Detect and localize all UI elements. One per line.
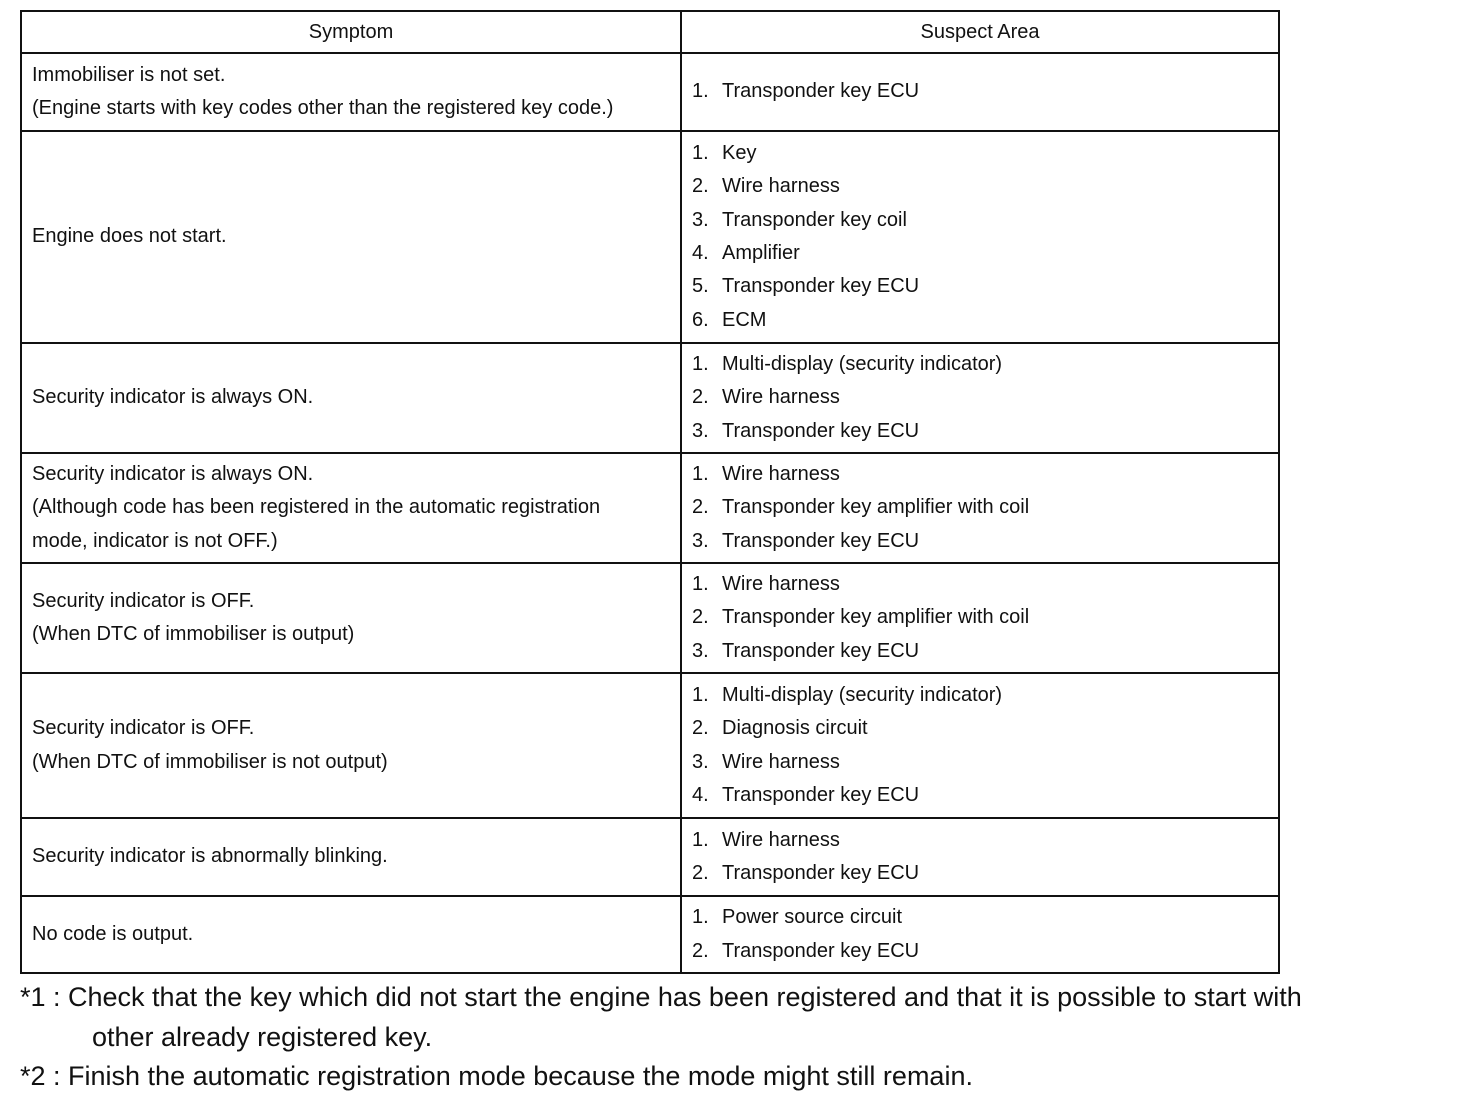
suspect-cell [681, 343, 1279, 453]
footnote-1-line-1: *1 : Check that the key which did not start the engine has been registered and that it is possible to start with [20, 982, 1302, 1012]
symptom-line: Security indicator is always ON. [32, 386, 314, 409]
suspect-list [692, 458, 1268, 558]
symptom-cell [21, 818, 681, 896]
suspect-item: 1. Key [692, 142, 757, 165]
table-row [21, 673, 1279, 818]
symptom-line: Security indicator is abnormally blinking. [32, 845, 388, 868]
symptom-line: (When DTC of immobiliser is output) [32, 623, 355, 645]
table-header-row [21, 11, 1279, 53]
suspect-list [692, 348, 1268, 448]
suspect-item: 6. ECM [692, 308, 767, 331]
troubleshooting-table [20, 10, 1280, 974]
suspect-item: 2. Transponder key ECU [692, 862, 920, 884]
suspect-list [692, 137, 1268, 337]
header-symptom: Symptom [21, 11, 681, 53]
symptom-line: Security indicator is OFF. [32, 589, 255, 612]
symptom-line: (When DTC of immobiliser is not output) [32, 750, 388, 773]
footnotes [20, 978, 1460, 1097]
suspect-list [692, 75, 1268, 108]
footnote-1-line-2: other already registered key. [92, 1021, 433, 1052]
suspect-item: 2. Transponder key ECU [692, 939, 920, 962]
suspect-item: 2. Transponder key amplifier with coil [692, 496, 1030, 519]
suspect-cell [681, 131, 1279, 343]
table-row [21, 563, 1279, 673]
suspect-item: 4. Transponder key ECU [692, 783, 920, 806]
symptom-line: No code is output. [32, 922, 194, 945]
symptom-cell [21, 343, 681, 453]
symptom-cell [21, 896, 681, 973]
symptom-cell [21, 131, 681, 343]
suspect-item: 5. Transponder key ECU [692, 275, 920, 298]
header-suspect-area: Suspect Area [681, 11, 1279, 53]
symptom-line: Security indicator is OFF. [32, 717, 255, 740]
table-row [21, 818, 1279, 896]
table-row [21, 343, 1279, 453]
footnote-2 [20, 1057, 1460, 1097]
suspect-cell [681, 673, 1279, 818]
symptom-line: Immobiliser is not set. [32, 63, 226, 86]
suspect-item: 3. Transponder key ECU [692, 529, 920, 552]
symptom-cell [21, 453, 681, 563]
suspect-item: 1. Transponder key ECU [692, 80, 920, 103]
suspect-cell [681, 896, 1279, 973]
suspect-item: 1. Multi-display (security indicator) [692, 353, 1003, 376]
symptom-cell [21, 563, 681, 673]
suspect-item: 4. Amplifier [692, 242, 800, 264]
suspect-item: 1. Wire harness [692, 573, 840, 596]
suspect-cell [681, 563, 1279, 673]
symptom-line: Security indicator is always ON. [32, 463, 314, 486]
footnote-2-line-1: *2 : Finish the automatic registration mode because the mode might still remain. [20, 1061, 973, 1091]
table-row [21, 896, 1279, 973]
symptom-line: (Engine starts with key codes other than the registered key code.) [32, 97, 614, 119]
suspect-item: 2. Wire harness [692, 175, 840, 198]
footnote-1 [20, 978, 1460, 1057]
suspect-cell [681, 818, 1279, 896]
symptom-line: Engine does not start. [32, 225, 227, 248]
suspect-item: 3. Wire harness [692, 750, 840, 773]
suspect-list [692, 824, 1268, 891]
suspect-item: 1. Wire harness [692, 828, 840, 851]
symptom-cell [21, 673, 681, 818]
suspect-cell [681, 53, 1279, 131]
table-row [21, 53, 1279, 131]
suspect-item: 1. Multi-display (security indicator) [692, 683, 1003, 706]
suspect-list [692, 679, 1268, 812]
suspect-item: 2. Wire harness [692, 386, 840, 409]
suspect-item: 3. Transponder key coil [692, 208, 907, 231]
suspect-item: 1. Power source circuit [692, 906, 903, 929]
suspect-cell [681, 453, 1279, 563]
suspect-item: 3. Transponder key ECU [692, 419, 920, 442]
suspect-item: 3. Transponder key ECU [692, 639, 920, 662]
table-row [21, 131, 1279, 343]
symptom-line: mode, indicator is not OFF.) [32, 529, 278, 552]
suspect-list [692, 568, 1268, 668]
suspect-list [692, 901, 1268, 968]
symptom-cell [21, 53, 681, 131]
suspect-item: 2. Transponder key amplifier with coil [692, 606, 1030, 629]
symptom-line: (Although code has been registered in the automatic registration [32, 496, 601, 519]
table-row [21, 453, 1279, 563]
suspect-item: 2. Diagnosis circuit [692, 717, 868, 740]
suspect-item: 1. Wire harness [692, 463, 840, 486]
